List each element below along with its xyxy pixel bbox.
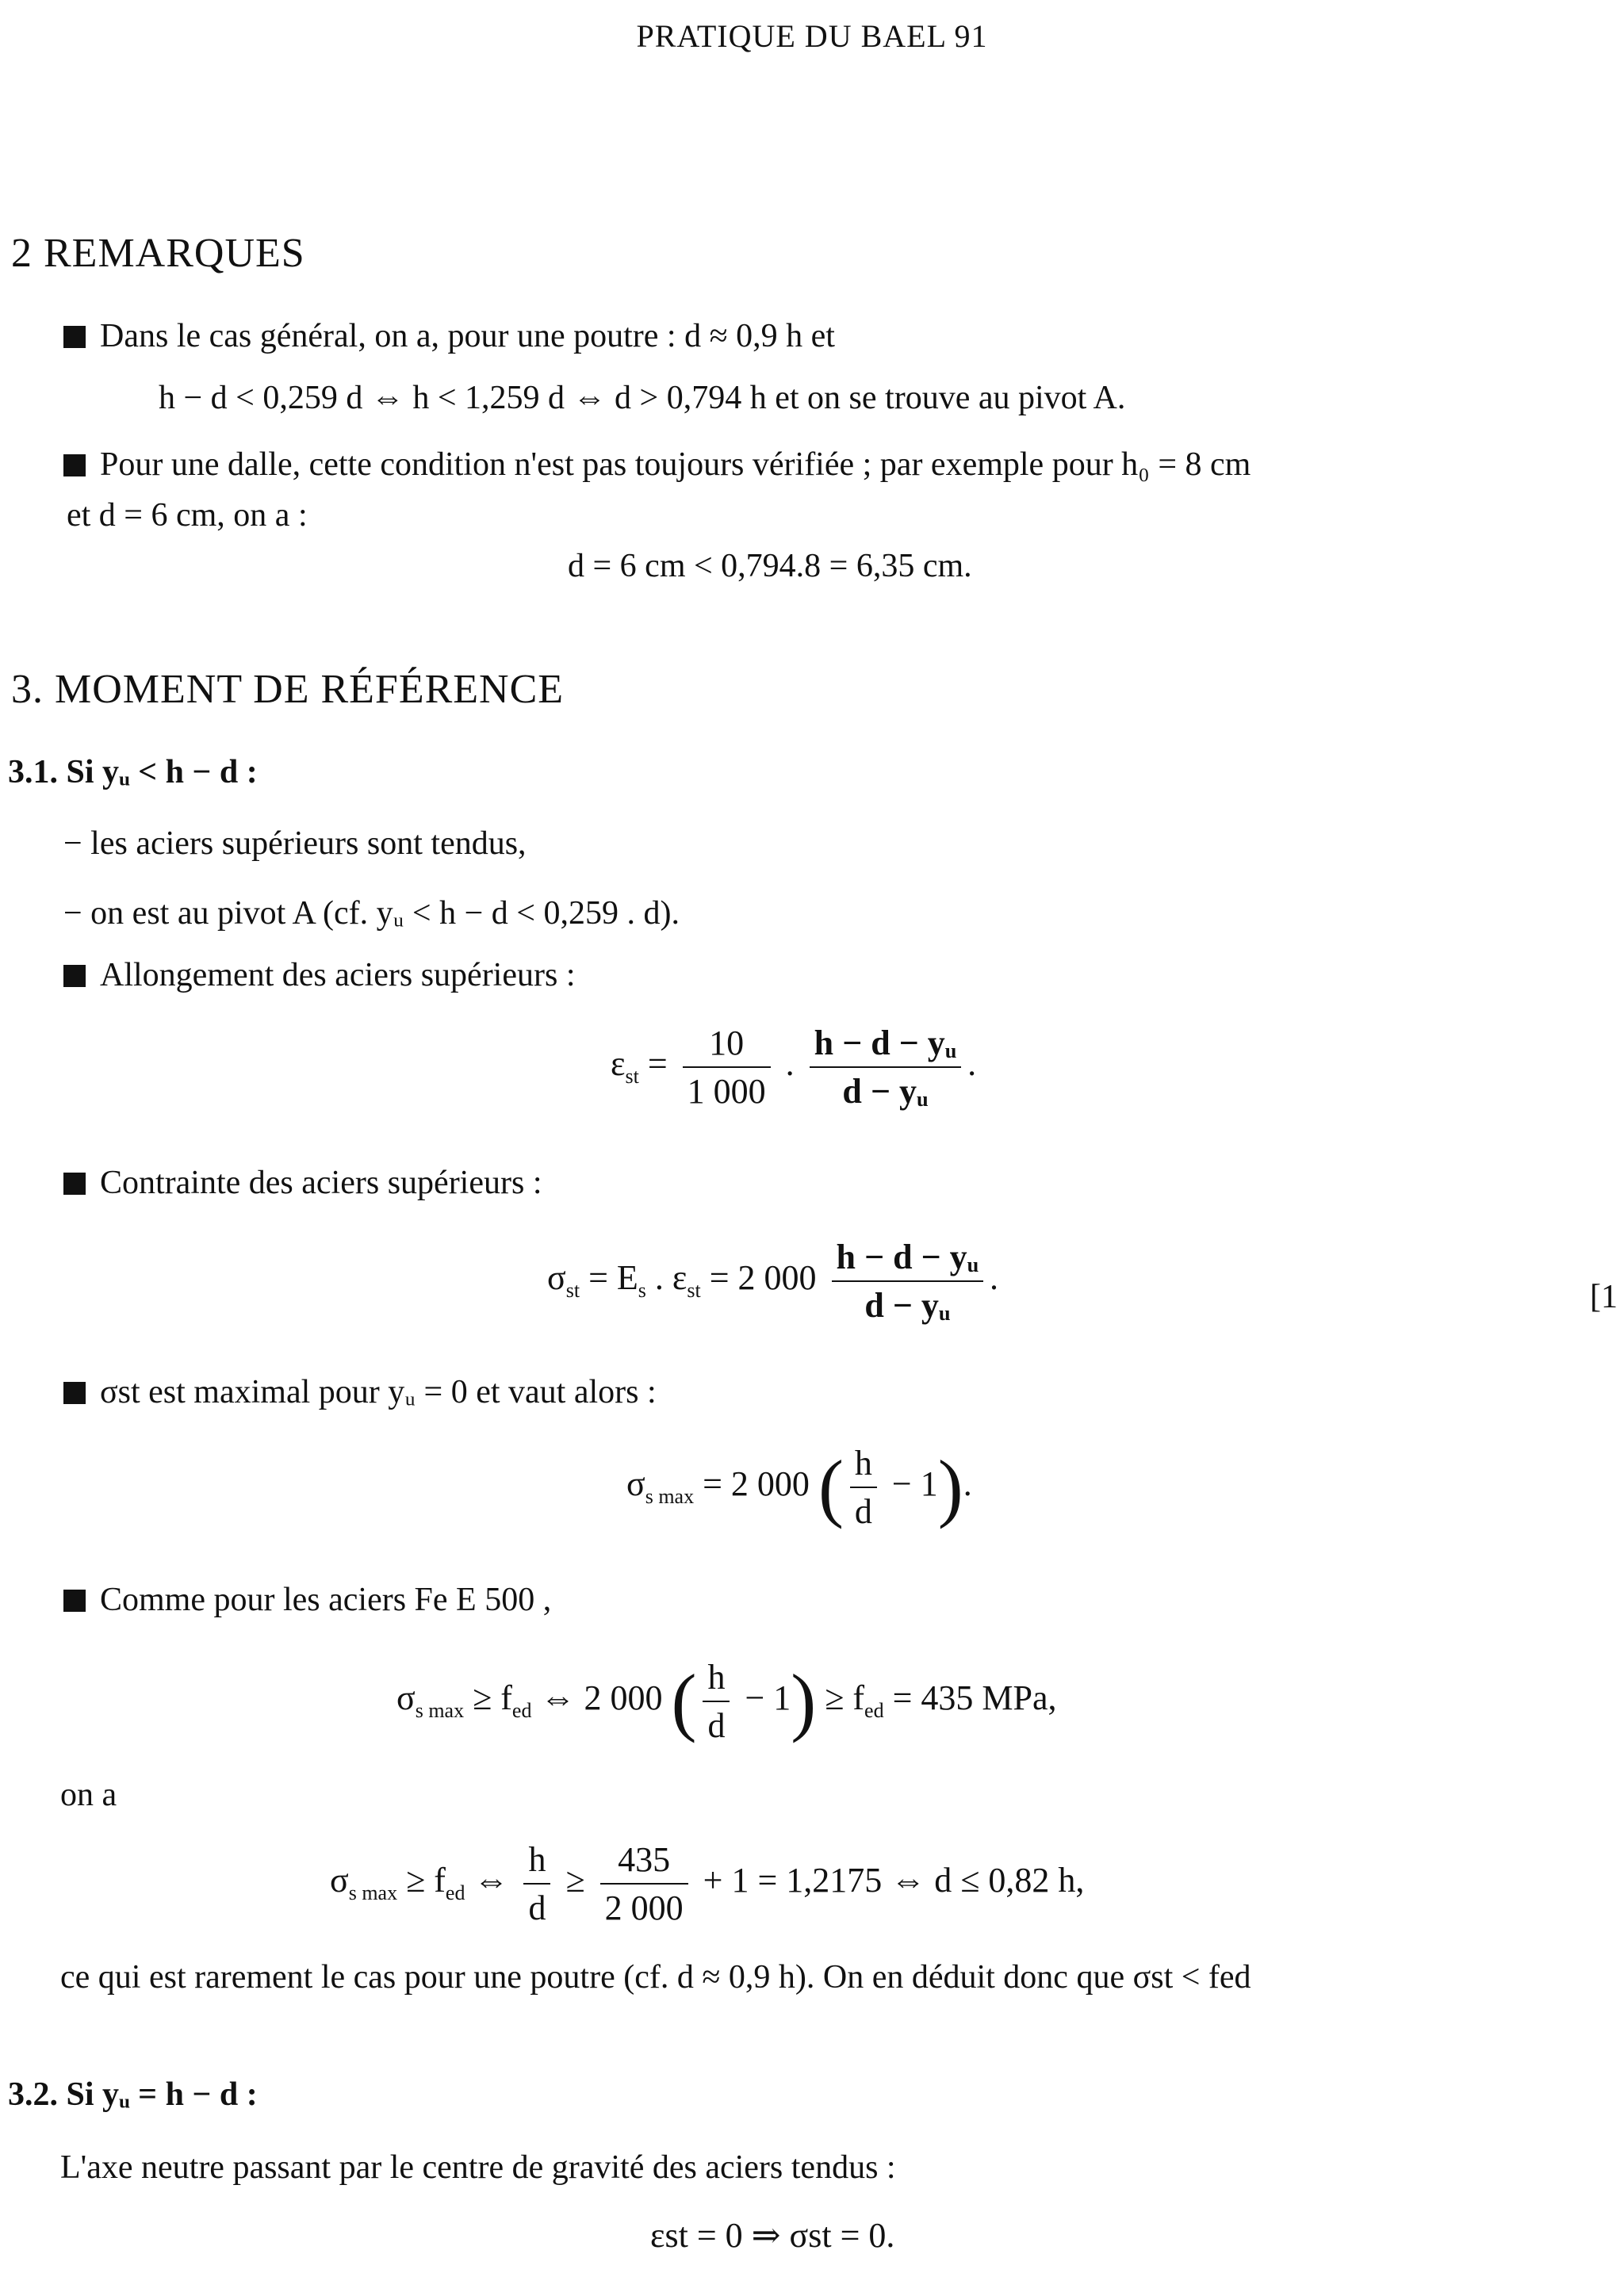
dash-item-1: − les aciers supérieurs sont tendus, [63, 825, 527, 862]
eq3-num: h [850, 1443, 877, 1488]
eq4-ge-sub: ed [511, 1698, 532, 1722]
eq1-fraction-2 [810, 1023, 961, 1112]
eq3-lhs: σ [626, 1464, 645, 1504]
bullet-contrainte-text: Contrainte des aciers supérieurs : [100, 1165, 542, 1201]
remark-bullet-2-text: Pour une dalle, cette condition n'est pas toujours vérifiée ; par exemple pour h₀ = 8 cm [100, 446, 1251, 483]
eq3-close-paren: ) [937, 1445, 963, 1529]
remark-bullet-1-text: Dans le cas général, on a, pour une poutre : d ≈ 0,9 h et [100, 318, 835, 354]
eq4-rhs-sub: ed [864, 1698, 884, 1722]
eq5-iff: ⇔ [465, 1861, 518, 1900]
eq5-ge: ≥ f [397, 1861, 446, 1900]
subsection-3-2-title: 3.2. Si yᵤ = h − d : [8, 2076, 258, 2113]
eq1-den2: d − yᵤ [842, 1072, 929, 1111]
eq5-fraction-2 [600, 1839, 688, 1928]
eq1-den1: 1 000 [687, 1072, 766, 1111]
eq3-open-paren: ( [818, 1445, 844, 1529]
eq1-equals: = [638, 1044, 676, 1084]
eq4-open-paren: ( [671, 1659, 697, 1743]
equation-condition [396, 1657, 1057, 1746]
eq2-lhs-sub: st [565, 1278, 580, 1302]
eq4-fraction [703, 1657, 730, 1746]
bullet-comme [63, 1581, 551, 1619]
eq2-mid2-sub: st [687, 1278, 701, 1302]
eq3-lhs-sub: s max [645, 1484, 695, 1508]
eq5-lhs: σ [330, 1861, 349, 1900]
bullet-maximal-text: σst est maximal pour yᵤ = 0 et vaut alors : [100, 1374, 657, 1410]
equation-ratio [330, 1839, 1084, 1928]
conclusion-text: ce qui est rarement le cas pour une poutre (cf. d ≈ 0,9 h). On en déduit donc que σst < fed [60, 1959, 1251, 1996]
bullet-square-icon [63, 1173, 86, 1195]
bullet-square-icon [63, 454, 86, 476]
eq4-num: h [703, 1657, 730, 1702]
dash-item-2: − on est au pivot A (cf. yᵤ < h − d < 0,259 . d). [63, 895, 680, 932]
eq5-num1: h [523, 1839, 550, 1885]
eq2-fraction [832, 1237, 983, 1326]
eq5-ge2: ≥ [557, 1861, 594, 1900]
eq4-den: d [707, 1706, 726, 1745]
eq2-mid-sub: s [638, 1278, 646, 1302]
bullet-allongement-text: Allongement des aciers supérieurs : [100, 957, 576, 993]
eq2-end: . [989, 1258, 998, 1298]
equation-max-stress [626, 1443, 972, 1532]
eq5-num2: 435 [600, 1839, 688, 1885]
remark-bullet-1 [63, 317, 835, 355]
eq2-rhs: = 2 000 [700, 1258, 825, 1298]
remark-line-2: et d = 6 cm, on a : [67, 497, 308, 534]
eq4-iff: ⇔ 2 000 [531, 1678, 672, 1718]
subsection-3-1-title: 3.1. Si yᵤ < h − d : [8, 754, 258, 790]
equation-number: [1 [1590, 1279, 1618, 1315]
eq4-rhs: ≥ f [816, 1678, 865, 1718]
eq1-fraction-1 [683, 1023, 771, 1112]
eq1-num2: h − d − yᵤ [810, 1023, 961, 1068]
on-a-text: on a [60, 1777, 117, 1813]
section-3-title: 3. MOMENT DE RÉFÉRENCE [11, 667, 565, 712]
eq1-lhs-sub: st [625, 1064, 639, 1088]
eq5-den1: d [528, 1888, 546, 1927]
eq3-minus: − 1 [883, 1464, 938, 1504]
bullet-contrainte [63, 1164, 542, 1202]
remark-bullet-2 [63, 446, 1251, 484]
eq3-fraction [850, 1443, 877, 1532]
subsection-3-2-equation: εst = 0 ⇒ σst = 0. [650, 2216, 895, 2255]
eq1-dot: . [785, 1044, 803, 1084]
subsection-3-2-text: L'axe neutre passant par le centre de gravité des aciers tendus : [60, 2149, 896, 2186]
eq1-num1: 10 [683, 1023, 771, 1068]
eq3-end: . [963, 1464, 972, 1504]
eq4-lhs: σ [396, 1678, 416, 1718]
bullet-square-icon [63, 326, 86, 348]
eq5-lhs-sub: s max [348, 1881, 398, 1904]
eq5-ge-sub: ed [445, 1881, 465, 1904]
eq1-lhs: ε [611, 1044, 626, 1084]
eq3-den: d [854, 1492, 872, 1531]
bullet-maximal [63, 1373, 657, 1411]
eq4-lhs-sub: s max [415, 1698, 465, 1722]
bullet-square-icon [63, 1382, 86, 1404]
eq4-rhs2: = 435 MPa, [883, 1678, 1057, 1718]
eq5-fraction-1 [523, 1839, 550, 1928]
remark-line-1: h − d < 0,259 d ⇔ h < 1,259 d ⇔ d > 0,794 h et on se trouve au pivot A. [159, 380, 1126, 416]
eq4-close-paren: ) [791, 1659, 817, 1743]
bullet-square-icon [63, 1590, 86, 1612]
eq3-rhs: = 2 000 [694, 1464, 818, 1504]
eq5-den2: 2 000 [604, 1888, 684, 1927]
eq5-rest: + 1 = 1,2175 ⇔ d ≤ 0,82 h, [694, 1861, 1085, 1900]
bullet-allongement [63, 956, 575, 994]
eq2-lhs: σ [547, 1258, 566, 1298]
page-header: PRATIQUE DU BAEL 91 [636, 18, 988, 54]
eq2-mid: = E [580, 1258, 638, 1298]
eq2-num: h − d − yᵤ [832, 1237, 983, 1282]
eq2-den: d − yᵤ [864, 1286, 951, 1325]
eq4-minus: − 1 [736, 1678, 791, 1718]
eq1-end: . [967, 1044, 977, 1084]
eq2-mid2: . ε [645, 1258, 688, 1298]
equation-stress [547, 1237, 998, 1326]
eq4-ge: ≥ f [464, 1678, 512, 1718]
equation-elongation [611, 1023, 976, 1112]
bullet-square-icon [63, 965, 86, 987]
remark-equation: d = 6 cm < 0,794.8 = 6,35 cm. [568, 548, 972, 584]
section-2-title: 2 REMARQUES [11, 231, 305, 276]
bullet-comme-text: Comme pour les aciers Fe E 500 , [100, 1582, 552, 1618]
